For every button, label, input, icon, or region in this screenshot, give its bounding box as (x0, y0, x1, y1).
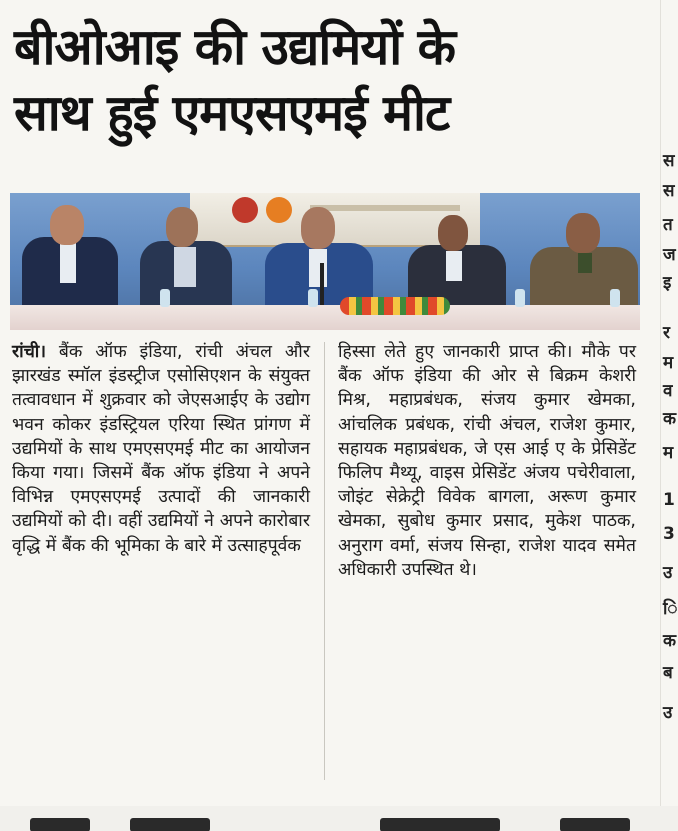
headline-line-1: बीओआइ की उद्यमियों के (14, 18, 455, 76)
news-photo (10, 193, 640, 330)
adjacent-text-fragment: 1 (663, 490, 675, 510)
adjacent-text-fragment: र (663, 323, 670, 343)
adjacent-text-fragment: व (663, 381, 673, 401)
adjacent-column-edge (660, 0, 678, 831)
banner-logo (266, 197, 292, 223)
adjacent-text-fragment: ब (663, 663, 673, 683)
headline-line-2: साथ हुई एमएसएमई मीट (14, 84, 450, 142)
adjacent-text-fragment: ज (663, 245, 676, 265)
adjacent-text-fragment: म (663, 353, 674, 373)
article-column-1 (12, 340, 310, 558)
flower-bouquet (340, 297, 450, 315)
next-headline-fragment (0, 806, 678, 831)
dais-table (10, 305, 640, 330)
dateline: रांची। (12, 342, 46, 362)
headline (14, 14, 649, 146)
water-bottle (308, 289, 318, 307)
adjacent-text-fragment: क (663, 631, 677, 651)
article-text: हिस्सा लेते हुए जानकारी प्राप्त की। मौके पर बैंक ऑफ इंडिया की ओर से बिक्रम केशरी मिश्र, महाप्रबंधक, संजय कुमार खेमका, आंचलिक प्रबंधक, रांची अंचल, राजेश कुमार, सहायक महाप्रबंधक, जे एस आई ए के प्रेसिडेंट फिलिप मैथ्यू, वाइस प्रेसिडेंट अंजय पचेरीवाला, जोइंट सेक्रेट्री विवेक बागला, अरूण कुमार खेमका, सुबोध कुमार प्रसाद, मुकेश पाठक, अनुराग वर्मा, संजय सिन्हा, राजेश यादव समेत अधिकारी उपस्थित थे। (338, 342, 636, 580)
adjacent-text-fragment: त (663, 215, 673, 235)
banner-text-strip (310, 205, 460, 211)
column-divider (324, 342, 325, 780)
article-column-2 (338, 340, 636, 582)
adjacent-text-fragment: स (663, 151, 675, 171)
water-bottle (160, 289, 170, 307)
adjacent-text-fragment: क (663, 409, 677, 429)
microphone (320, 263, 324, 305)
adjacent-text-fragment: म (663, 443, 674, 463)
banner-logo (232, 197, 258, 223)
adjacent-text-fragment: 3 (663, 524, 675, 544)
adjacent-text-fragment: स (663, 181, 675, 201)
photo-banner (190, 193, 480, 247)
water-bottle (515, 289, 525, 307)
adjacent-text-fragment: उ (663, 703, 673, 723)
water-bottle (610, 289, 620, 307)
adjacent-text-fragment: इ (663, 273, 672, 293)
adjacent-text-fragment: उ (663, 563, 673, 583)
adjacent-text-fragment: ि (663, 599, 678, 619)
article-text: बैंक ऑफ इंडिया, रांची अंचल और झारखंड स्मॉल इंडस्ट्रीज एसोसिएशन के संयुक्त तत्वावधान में शुक्रवार को जेएसआईए के उद्योग भवन कोकर इंडस्ट्रियल एरिया स्थित प्रांगण में उद्यमियों के साथ एमएसएमई मीट का आयोजन किया गया। जिसमें बैंक ऑफ इंडिया ने अपने विभिन्न एमएसएमई उत्पादों की जानकारी उद्यमियों को दी। वहीं उद्यमियों ने अपने कारोबार वृद्धि में बैंक की भूमिका के बारे में उत्साहपूर्वक (12, 342, 310, 556)
